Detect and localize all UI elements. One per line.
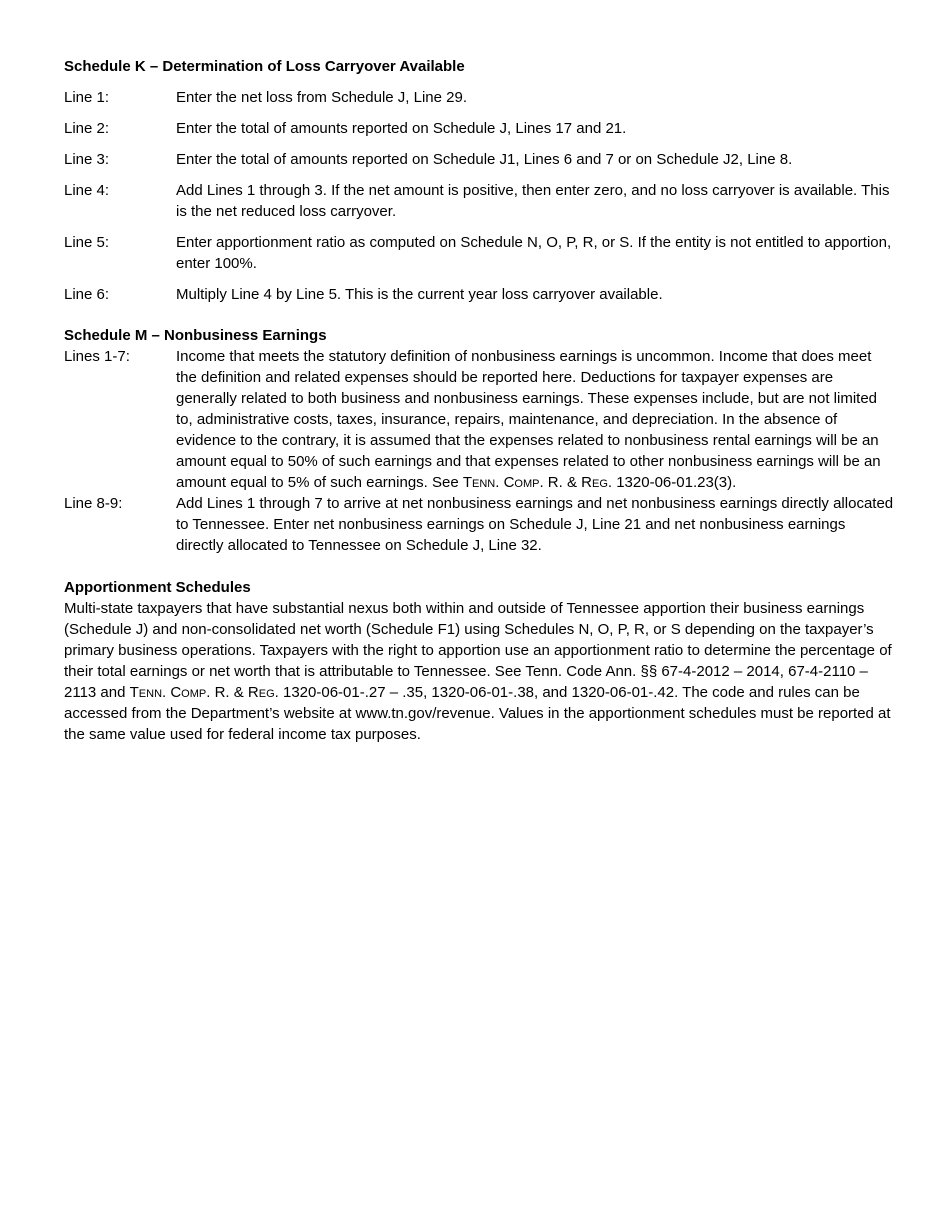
schedule-m-section	[64, 325, 896, 556]
line-text: Enter the total of amounts reported on Schedule J, Lines 17 and 21.	[176, 120, 627, 137]
regulation-number: 1320-06-01.23(3).	[616, 474, 737, 491]
line-label: Line 2:	[64, 120, 110, 137]
schedule-k-line	[64, 232, 896, 274]
line-label: Lines 1-7:	[64, 348, 130, 365]
line-label: Line 1:	[64, 89, 110, 106]
schedule-k-heading: Schedule K – Determination of Loss Carryover Available	[64, 58, 465, 75]
line-text: Multiply Line 4 by Line 5. This is the current year loss carryover available.	[176, 286, 663, 303]
line-label: Line 3:	[64, 151, 110, 168]
schedule-k-line	[64, 87, 896, 108]
apportionment-paragraph	[64, 598, 896, 745]
apportionment-heading: Apportionment Schedules	[64, 579, 251, 596]
schedule-k-line	[64, 149, 896, 170]
paragraph-part-1: Multi-state taxpayers that have substantial nexus both within and outside of Tennessee apportion their business earnings (Schedule J) and non-consolidated net worth (Schedule F1) using Schedules N, O, P, R, or S depending on the taxpayer’s primary business operations. Taxpayers with the right to apportion use an apportionment ratio to determine the percentage of their total earnings or net worth that is attributable to Tennessee. See Tenn. Code Ann. §§ 67-4-2012 – 2014, 67-4-2110 – 2113 and	[64, 600, 892, 701]
schedule-k-section	[64, 56, 896, 305]
line-body: Income that meets the statutory definition of nonbusiness earnings is uncommon. Income that does meet the definition and related expenses should be reported here. Deductions for taxpayer expenses are generally related to both business and nonbusiness earnings. These expenses include, but are not limited to, administrative costs, taxes, insurance, repairs, maintenance, and depreciation. In the absence of evidence to the contrary, it is assumed that the expenses related to nonbusiness rental earnings will be an amount equal to 50% of such earnings and that expenses related to other nonbusiness earnings will be an amount equal to 5% of such earnings. See	[176, 348, 881, 491]
schedule-k-line	[64, 284, 896, 305]
schedule-m-line	[64, 346, 896, 493]
line-label: Line 5:	[64, 234, 110, 251]
line-text: Enter the total of amounts reported on Schedule J1, Lines 6 and 7 or on Schedule J2, Line 8.	[176, 151, 793, 168]
line-text: Add Lines 1 through 7 to arrive at net nonbusiness earnings and net nonbusiness earnings directly allocated to Tennessee. Enter net nonbusiness earnings on Schedule J, Line 21 and net nonbusiness earnings directly allocated to Tennessee on Schedule J, Line 32.	[176, 495, 894, 554]
schedule-k-line	[64, 118, 896, 139]
schedule-m-line	[64, 493, 896, 556]
line-label: Line 4:	[64, 182, 110, 199]
line-label: Line 8-9:	[64, 495, 123, 512]
apportionment-section	[64, 577, 896, 745]
schedule-k-line	[64, 180, 896, 222]
line-label: Line 6:	[64, 286, 110, 303]
regulation-citation: Tenn. Comp. R. & Reg.	[462, 474, 613, 491]
line-text: Enter the net loss from Schedule J, Line 29.	[176, 89, 467, 106]
paragraph-part-2: 1320-06-01-.27 – .35, 1320-06-01-.38, and 1320-06-01-.42. The code and rules can be accessed from the Department’s website at www.tn.gov/revenue. Values in the apportionment schedules must be reported at the same value used for federal income tax purposes.	[64, 684, 891, 743]
line-text: Add Lines 1 through 3. If the net amount is positive, then enter zero, and no loss carryover is available. This is the net reduced loss carryover.	[176, 182, 890, 220]
line-text: Enter apportionment ratio as computed on Schedule N, O, P, R, or S. If the entity is not entitled to apportion, enter 100%.	[176, 234, 892, 272]
line-text	[176, 346, 896, 493]
regulation-citation: Tenn. Comp. R. & Reg.	[129, 684, 279, 701]
schedule-m-heading: Schedule M – Nonbusiness Earnings	[64, 327, 327, 344]
document-page	[64, 56, 896, 745]
